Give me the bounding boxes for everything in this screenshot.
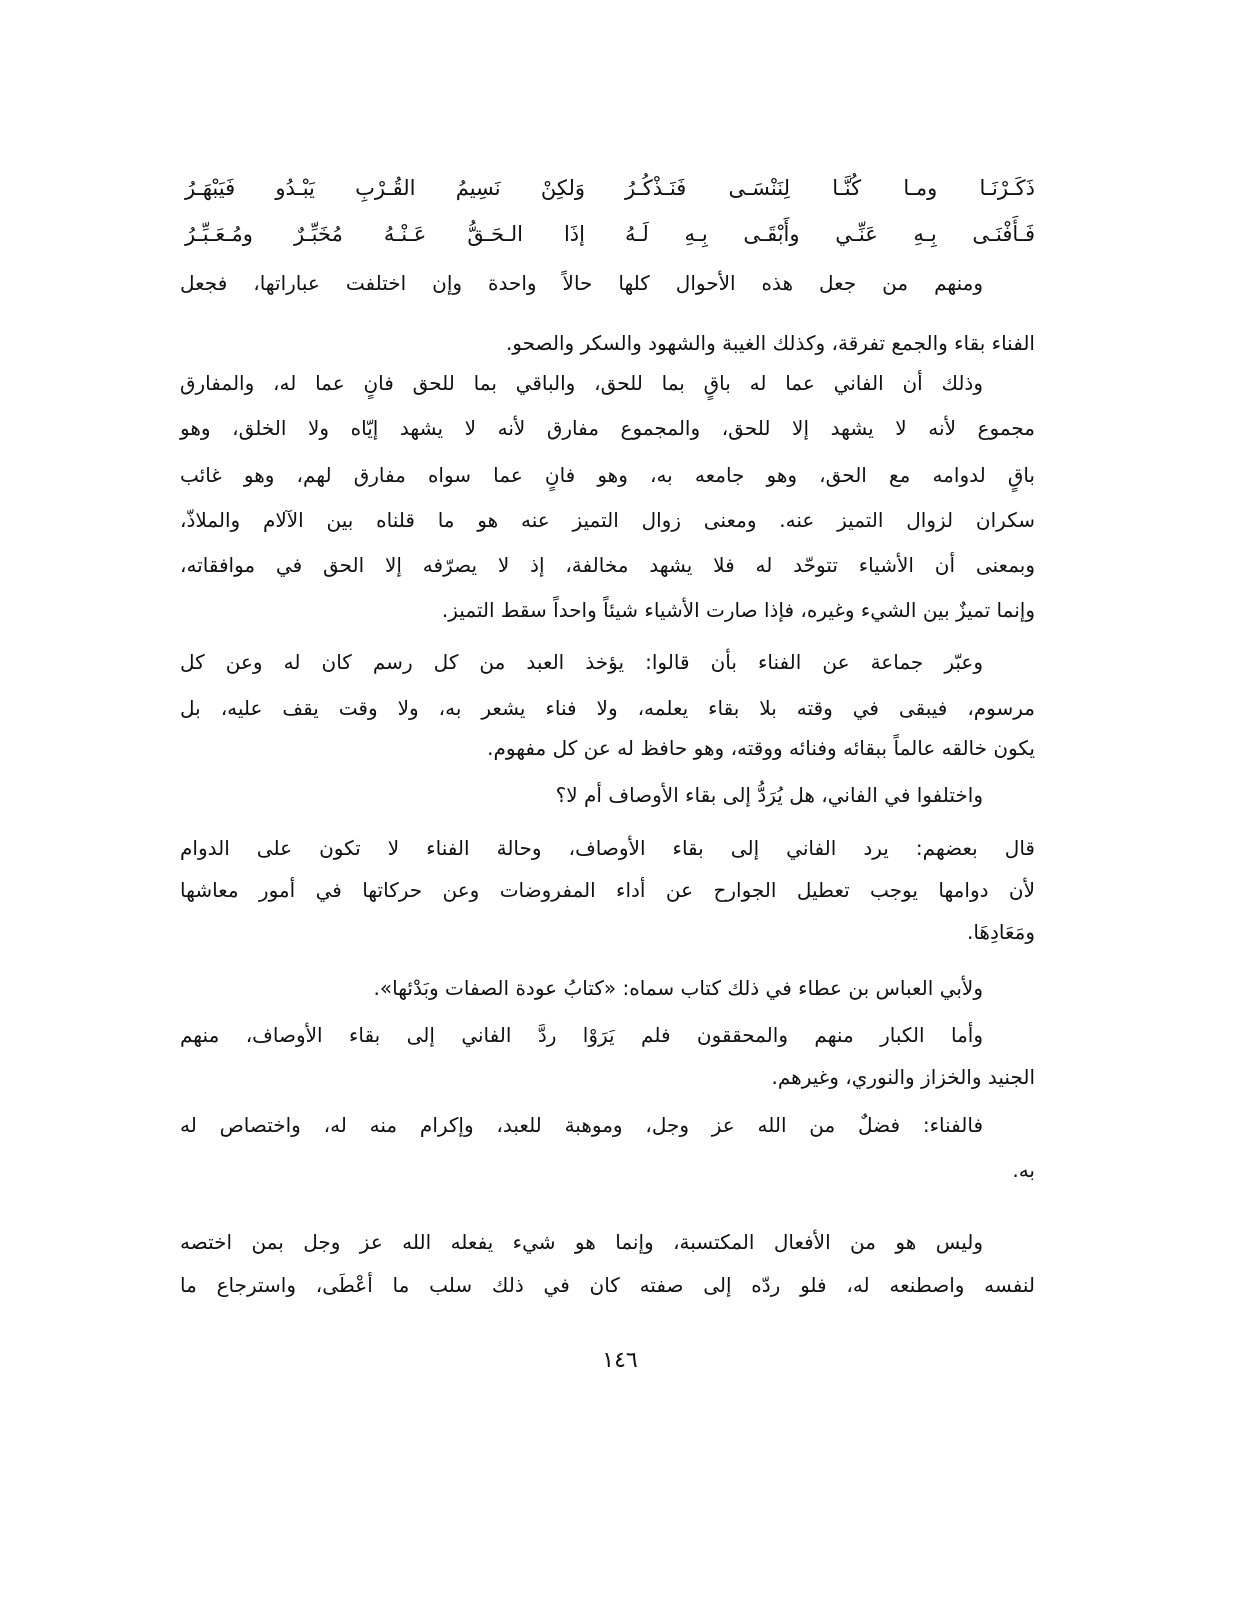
- text-line: وأما الكبار منهم والمحققون فلم يَرَوْا ردَّ الفاني إلى بقاء الأوصاف، منهم: [180, 1023, 983, 1047]
- text-line: سكران لزوال التميز عنه. ومعنى زوال التميز عنه هو ما قلناه بين الآلام والملاذّ،: [180, 508, 1035, 532]
- verse-2-first-hemistich: فَـأَفْنَـى بِـهِ عَنِّـي وأَبْقَـى بِـهِ لَـهُ: [625, 222, 1035, 246]
- text-line: وإنما تميزٌ بين الشيء وغيره، فإذا صارت الأشياء شيئاً واحداً سقط التميز.: [441, 598, 1035, 622]
- page-number: ١٤٦: [602, 1348, 638, 1373]
- text-line: ولأبي العباس بن عطاء في ذلك كتاب سماه: «كتابُ عودة الصفات وبَدْئها».: [373, 976, 983, 1000]
- text-line: وبمعنى أن الأشياء تتوحّد له فلا يشهد مخالفة، إذ لا يصرّفه إلا الحق في موافقاته،: [180, 553, 1035, 577]
- text-line: باقٍ لدوامه مع الحق، وهو جامعه به، وهو فانٍ عما سواه مفارق لهم، وهو غائب: [180, 463, 1035, 487]
- text-line: وذلك أن الفاني عما له باقٍ بما للحق، والباقي بما للحق فانٍ عما له، والمفارق: [180, 371, 983, 395]
- text-line: الفناء بقاء والجمع تفرقة، وكذلك الغيبة والشهود والسكر والصحو.: [505, 331, 1035, 355]
- verse-1-first-hemistich: ذَكَـرْنَـا ومـا كُنَّـا لِنَنْسَـى فَنَـذْكُـرُ: [625, 176, 1035, 200]
- text-line: يكون خالقه عالماً ببقائه وفنائه ووقته، وهو حافظ له عن كل مفهوم.: [487, 736, 1035, 760]
- text-line: قال بعضهم: يرد الفاني إلى بقاء الأوصاف، وحالة الفناء لا تكون على الدوام: [180, 836, 1035, 860]
- text-line: الجنيد والخزاز والنوري، وغيرهم.: [771, 1065, 1035, 1089]
- text-line: وعبّر جماعة عن الفناء بأن قالوا: يؤخذ العبد من كل رسم كان له وعن كل: [180, 650, 983, 674]
- text-line: واختلفوا في الفاني، هل يُرَدُّ إلى بقاء الأوصاف أم لا؟: [555, 783, 983, 807]
- text-line: لنفسه واصطنعه له، فلو ردّه إلى صفته كان في ذلك سلب ما أعْطَى، واسترجاع ما: [180, 1273, 1035, 1297]
- text-line: ومنهم من جعل هذه الأحوال كلها حالاً واحدة وإن اختلفت عباراتها، فجعل: [180, 271, 983, 295]
- text-line: ومَعَادِهَا.: [966, 920, 1035, 944]
- text-line: به.: [1012, 1158, 1035, 1182]
- text-line: لأن دوامها يوجب تعطيل الجوارح عن أداء المفروضات وعن حركاتها في أمور معاشها: [180, 878, 1035, 902]
- text-line: مرسوم، فيبقى في وقته بلا بقاء يعلمه، ولا فناء يشعر به، ولا وقت يقف عليه، بل: [180, 696, 1035, 720]
- text-line: وليس هو من الأفعال المكتسبة، وإنما هو شيء يفعله الله عز وجل بمن اختصه: [180, 1230, 983, 1254]
- text-line: فالفناء: فضلٌ من الله عز وجل، وموهبة للعبد، وإكرام منه له، واختصاص له: [180, 1113, 983, 1137]
- verse-1-second-hemistich: وَلكِنْ نَسِيمُ القُـرْبِ يَبْـدُو فَيَبْهَـرُ: [185, 176, 585, 200]
- verse-2-second-hemistich: إذَا الـحَـقُّ عَـنْـهُ مُخَبِّـرٌ ومُـعَـبِّـرُ: [185, 222, 585, 246]
- text-line: مجموع لأنه لا يشهد إلا للحق، والمجموع مفارق لأنه لا يشهد إيّاه ولا الخلق، وهو: [180, 416, 1035, 440]
